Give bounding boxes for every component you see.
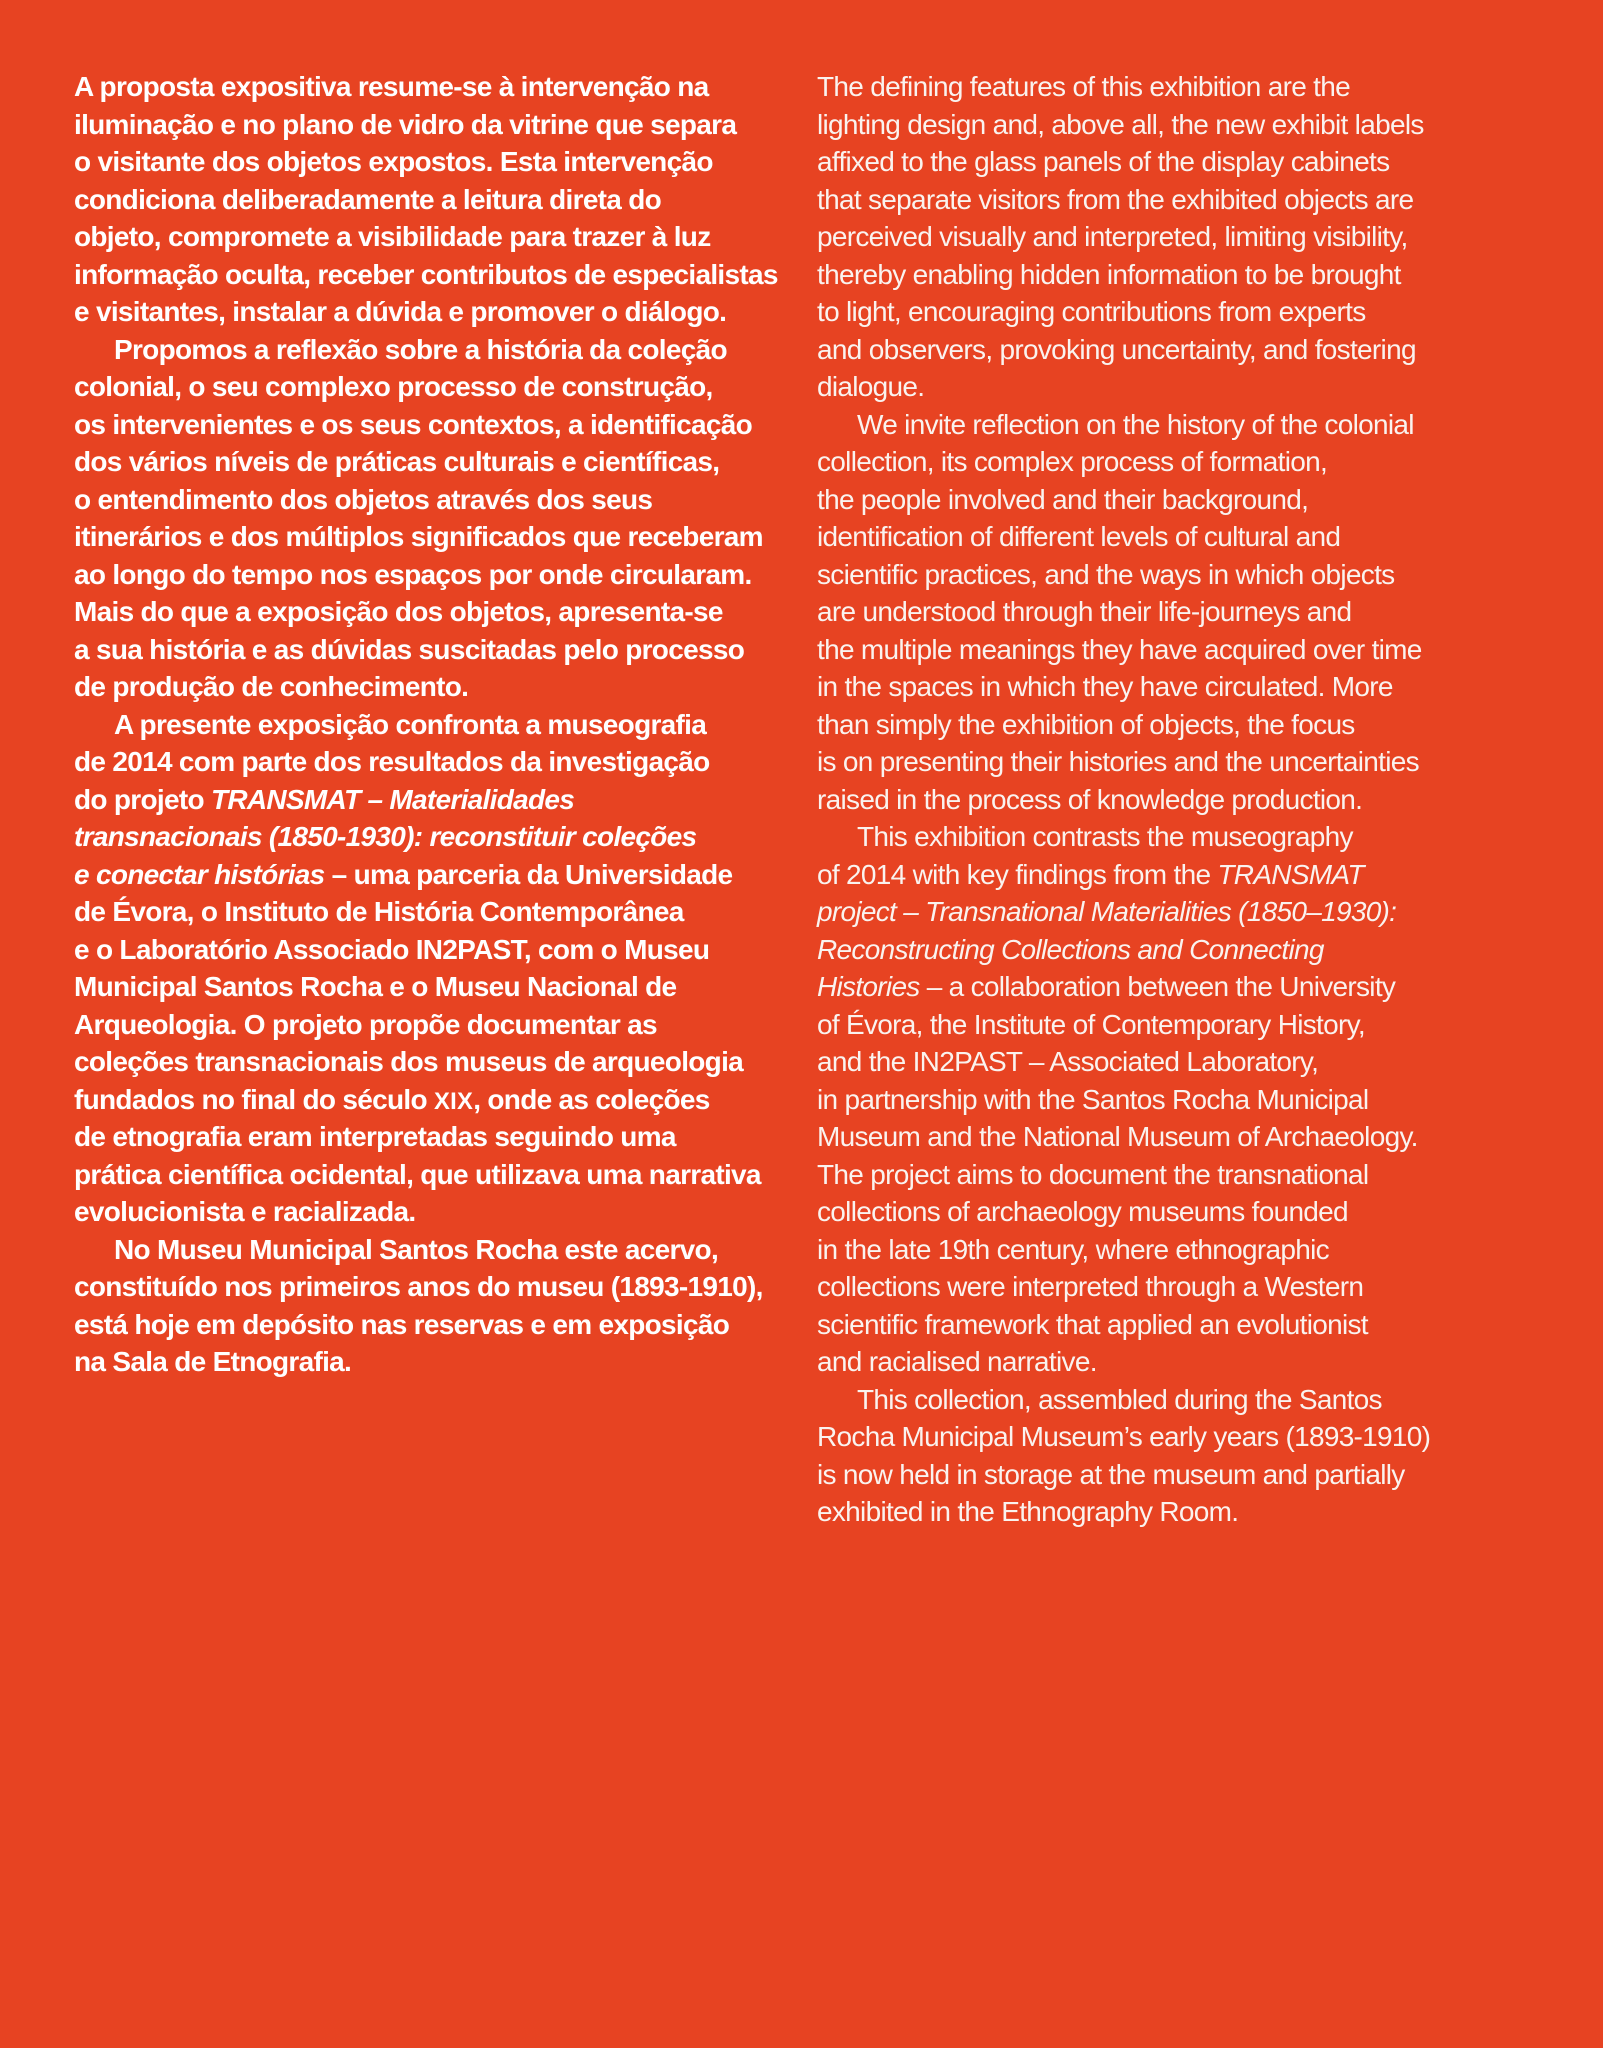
text-line [817,68,1557,106]
text-line [817,706,1557,744]
text-segment: do projeto [74,783,211,815]
text-line [817,406,1557,444]
text-line [817,1381,1557,1419]
text-segment: are understood through their life-journeys and [817,596,1352,627]
text-line [817,106,1557,144]
text-line [817,1081,1557,1119]
text-segment: itinerários e dos múltiplos significados que receberam [74,521,763,552]
text-segment: – a collaboration between the University [919,971,1396,1002]
text-line [817,893,1557,931]
text-line [817,1006,1557,1044]
text-line [817,631,1557,669]
text-line [74,818,774,856]
english-text-column [817,68,1557,1531]
text-line [74,68,774,106]
text-line [817,1418,1557,1456]
text-line [817,743,1557,781]
text-segment: of 2014 with key findings from the [817,858,1218,890]
text-line [74,1193,774,1231]
text-segment: o visitante dos objetos expostos. Esta intervenção [74,146,713,177]
text-segment: raised in the process of knowledge production. [817,783,1363,815]
text-line [74,106,774,144]
italic-title-text: TRANSMAT – Materialidades [210,783,575,815]
text-segment: The project aims to document the transnational [817,1158,1369,1190]
text-segment: iluminação e no plano de vidro da vitrine que separa [74,108,737,140]
text-segment: is now held in storage at the museum and partially [817,1458,1405,1490]
text-segment: of Évora, the Institute of Contemporary History, [817,1008,1365,1040]
text-line [74,1231,774,1269]
text-segment: scientific framework that applied an evolutionist [817,1308,1368,1340]
text-line [74,1343,774,1381]
text-line [817,668,1557,706]
text-segment: de 2014 com parte dos resultados da investigação [74,746,710,777]
text-line [817,143,1557,181]
text-line [74,781,774,819]
text-segment: Rocha Municipal Museum’s early years (1893-1910) [817,1421,1431,1452]
text-segment: Municipal Santos Rocha e o Museu Nacional de [74,971,677,1002]
text-segment: colonial, o seu complexo processo de construção, [74,371,713,402]
text-line [74,631,774,669]
text-segment: the people involved and their background, [817,483,1309,515]
text-segment: objeto, compromete a visibilidade para trazer à luz [74,221,711,252]
paragraph [817,1381,1557,1531]
text-line [74,556,774,594]
text-line [817,368,1557,406]
text-segment: identification of different levels of cultural and [817,521,1341,552]
text-line [74,1043,774,1081]
text-segment: A proposta expositiva resume-se à intervenção na [74,71,709,102]
text-line [817,931,1557,969]
text-line [74,893,774,931]
text-segment: the multiple meanings they have acquired over time [817,633,1422,665]
text-line [74,593,774,631]
paragraph [74,68,778,331]
text-segment: prática científica ocidental, que utilizava uma narrativa [74,1158,761,1190]
text-line [817,1231,1557,1269]
text-segment: This exhibition contrasts the museography [857,821,1353,852]
paragraph [74,1231,774,1381]
text-segment: de Évora, o Instituto de História Contemporânea [74,896,684,927]
text-line [817,443,1557,481]
text-segment: a sua história e as dúvidas suscitadas pelo processo [74,633,745,665]
text-line [74,706,774,744]
text-segment: , onde as coleções [473,1083,710,1115]
text-line [817,181,1557,219]
text-line [74,1006,774,1044]
text-segment: de produção de conhecimento. [74,671,469,702]
italic-title-text: transnacionais (1850-1930): reconstituir coleções [74,821,697,852]
text-segment: perceived visually and interpreted, limiting visibility, [817,221,1408,252]
text-segment: evolucionista e racializada. [74,1196,416,1227]
text-line [817,518,1557,556]
text-segment: na Sala de Etnografia. [74,1346,352,1377]
paragraph [817,68,1557,406]
text-segment: We invite reflection on the history of the colonial [857,408,1414,440]
text-line [817,593,1557,631]
text-line [817,556,1557,594]
text-segment: condiciona deliberadamente a leitura direta do [74,183,662,215]
text-line [817,818,1557,856]
text-line [817,1118,1557,1156]
text-segment: that separate visitors from the exhibited objects are [817,183,1414,215]
text-line [74,368,774,406]
text-segment: dos vários níveis de práticas culturais e científicas, [74,446,720,477]
text-segment: dialogue. [817,371,925,402]
text-segment: and observers, provoking uncertainty, and fostering [817,333,1416,365]
text-segment: lighting design and, above all, the new exhibit labels [817,108,1424,140]
text-segment: Arqueologia. O projeto propõe documentar as [74,1008,657,1040]
text-line [74,143,774,181]
text-line [74,181,774,219]
text-line [817,1043,1557,1081]
text-segment: thereby enabling hidden information to be brought [817,258,1401,290]
text-segment: collections were interpreted through a Western [817,1271,1364,1302]
italic-title-text: Histories [817,971,920,1002]
text-line [817,293,1557,331]
italic-title-text: project – Transnational Materialities (1850–1930): [817,896,1397,927]
text-line [817,481,1557,519]
text-segment: to light, encouraging contributions from experts [817,296,1366,327]
text-segment: in the late 19th century, where ethnographic [817,1233,1329,1265]
paragraph [817,818,1557,1381]
italic-title-text: e conectar histórias [74,858,325,890]
text-line [817,218,1557,256]
text-segment: affixed to the glass panels of the display cabinets [817,146,1390,177]
portuguese-text-column [74,68,778,1381]
text-line [74,406,774,444]
text-line [74,481,774,519]
text-line [817,331,1557,369]
text-segment: than simply the exhibition of objects, the focus [817,708,1355,740]
text-line [817,1156,1557,1194]
text-segment: e visitantes, instalar a dúvida e promover o diálogo. [74,296,727,327]
text-line [817,1343,1557,1381]
text-line [817,1456,1557,1494]
text-line [817,856,1557,894]
text-line [74,1118,774,1156]
text-line [74,218,774,256]
paragraph [74,706,774,1231]
text-line [74,518,774,556]
text-line [817,256,1557,294]
text-line [817,1306,1557,1344]
text-line [74,1306,774,1344]
text-segment: fundados no final do século [74,1083,434,1115]
italic-title-text: TRANSMAT [1217,858,1364,890]
text-segment: scientific practices, and the ways in which objects [817,558,1395,590]
text-segment: exhibited in the Ethnography Room. [817,1496,1239,1527]
text-segment: os intervenientes e os seus contextos, a identificação [74,408,753,440]
text-segment: Museum and the National Museum of Archaeology. [817,1121,1418,1152]
text-segment: and racialised narrative. [817,1346,1097,1377]
text-line [74,1268,774,1306]
text-line [74,931,774,969]
text-line [74,856,774,894]
text-segment: – uma parceria da Universidade [324,858,733,890]
text-line [74,256,778,294]
paragraph [817,406,1557,819]
text-line [817,1493,1557,1531]
text-segment: Mais do que a exposição dos objetos, apresenta-se [74,596,723,627]
text-segment: de etnografia eram interpretadas seguindo uma [74,1121,676,1152]
text-segment: collection, its complex process of formation, [817,446,1328,477]
text-line [74,743,774,781]
text-segment: e o Laboratório Associado IN2PAST, com o Museu [74,933,710,965]
roman-numeral-text: XIX [433,1087,474,1115]
text-line [74,443,774,481]
text-line [74,1081,774,1119]
text-segment: This collection, assembled during the Santos [857,1383,1382,1415]
text-segment: collections of archaeology museums founded [817,1196,1348,1227]
text-line [817,968,1557,1006]
text-segment: is on presenting their histories and the uncertainties [817,746,1419,777]
text-segment: está hoje em depósito nas reservas e em exposição [74,1308,730,1340]
text-line [74,1156,774,1194]
text-segment: ao longo do tempo nos espaços por onde circularam. [74,558,752,590]
text-line [74,668,774,706]
text-segment: constituído nos primeiros anos do museu (1893-1910), [74,1271,763,1302]
text-line [74,331,774,369]
text-segment: in partnership with the Santos Rocha Municipal [817,1083,1369,1115]
italic-title-text: Reconstructing Collections and Connecting [817,933,1324,965]
text-line [74,293,774,331]
text-segment: and the IN2PAST – Associated Laboratory, [817,1046,1319,1077]
text-segment: o entendimento dos objetos através dos seus [74,483,653,515]
text-segment: Propomos a reflexão sobre a história da coleção [114,333,727,365]
text-line [817,1193,1557,1231]
text-line [74,968,774,1006]
text-line [817,781,1557,819]
text-segment: A presente exposição confronta a museografia [114,708,707,740]
text-segment: informação oculta, receber contributos de especialistas [74,258,778,290]
text-line [817,1268,1557,1306]
text-segment: The defining features of this exhibition are the [817,71,1350,102]
text-segment: coleções transnacionais dos museus de arqueologia [74,1046,744,1077]
text-segment: No Museu Municipal Santos Rocha este acervo, [114,1233,719,1265]
text-segment: in the spaces in which they have circulated. More [817,671,1393,702]
paragraph [74,331,774,706]
